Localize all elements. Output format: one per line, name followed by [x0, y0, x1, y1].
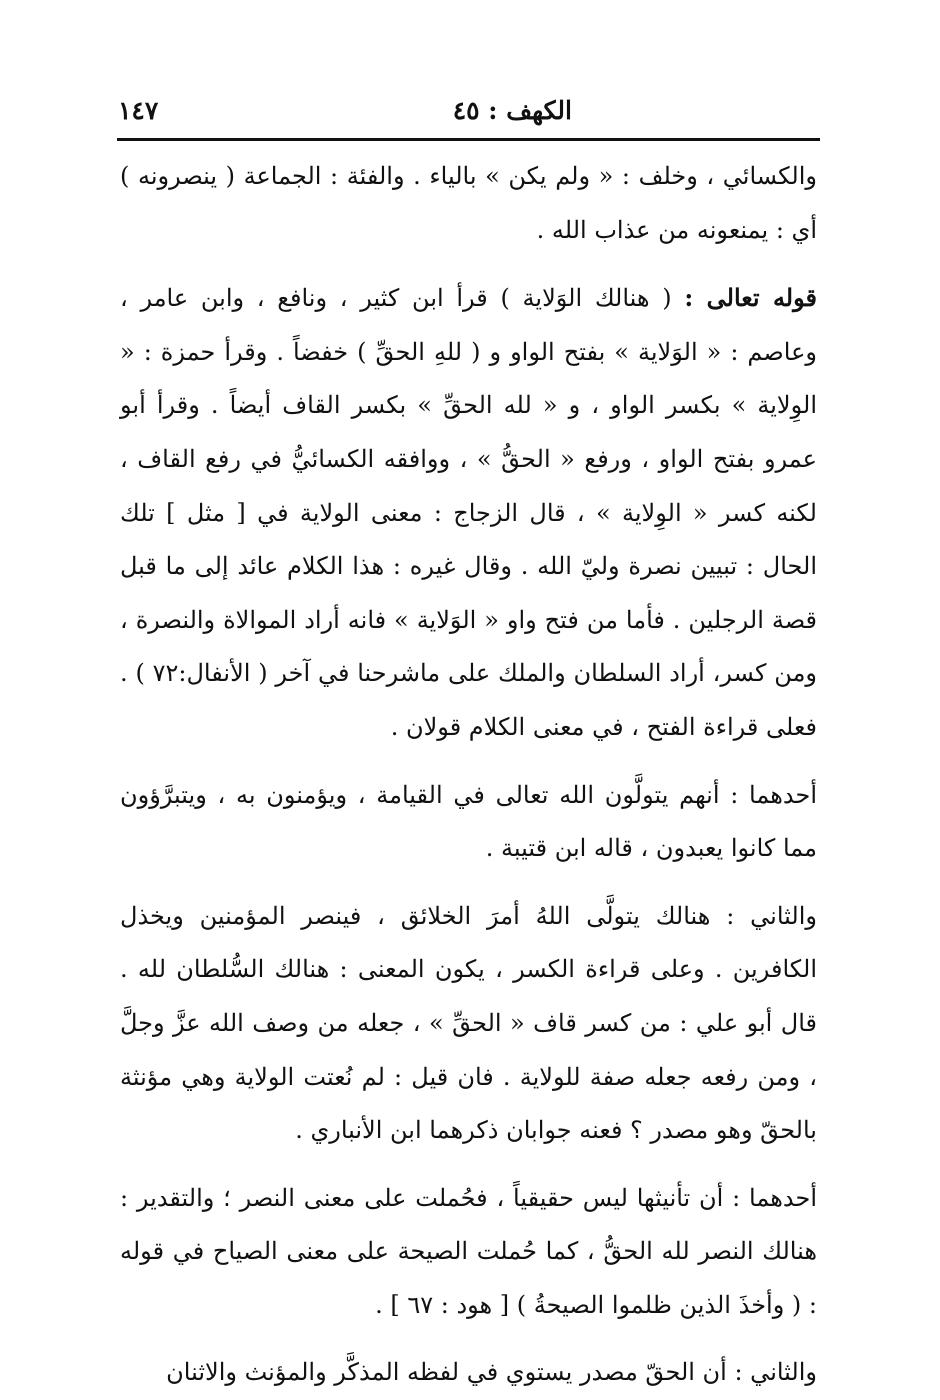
header-rule	[117, 138, 820, 141]
paragraph-text: والكسائي ، وخلف : « ولم يكن » بالياء . والفئة : الجماعة ( ينصرونه ) أي : يمنعونه من عذاب الله .	[120, 162, 817, 244]
paragraph-text: ( هنالك الوَلاية ) قرأ ابن كثير ، ونافع ، وابن عامر ، وعاصم : « الوَلاية » بفتح الواو و ( للهِ الحقِّ ) خفضاً . وقرأ حمزة : « الوِلاية » بكسر الواو ، و « لله الحقِّ » بكسر القاف أيضاً . وقرأ أبو عمرو بفتح الواو ، ورفع « الحقُّ » ، ووافقه الكسائيُّ في رفع القاف ، لكنه كسر « الوِلاية » ، قال الزجاج : معنى الولاية في [ مثل ] تلك الحال : تبيين نصرة وليّ الله . وقال غيره : هذا الكلام عائد إلى ما قبل قصة الرجلين . فأما من فتح واو « الوَلاية » فانه أراد الموالاة والنصرة ، ومن كسر، أراد السلطان والملك على ماشرحنا في آخر ( الأنفال:٧٢ ) . فعلى قراءة الفتح ، في معنى الكلام قولان .	[120, 284, 818, 741]
paragraph-3	[120, 769, 817, 876]
paragraph-text: والثاني : هنالك يتولَّى اللهُ أمرَ الخلائق ، فينصر المؤمنين ويخذل الكافرين . وعلى قراءة الكسر ، يكون المعنى : هنالك السُّلطان لله . قال أبو علي : من كسر قاف « الحقِّ » ، جعله من وصف الله عزَّ وجلَّ ، ومن رفعه جعله صفة للولاية . فان قيل : لم نُعتت الولاية وهي مؤنثة بالحقّ وهو مصدر ؟ فعنه جوابان ذكرهما ابن الأنباري .	[120, 901, 817, 1145]
paragraph-4	[120, 890, 817, 1158]
paragraph-text: أحدهما : أنهم يتولَّون الله تعالى في القيامة ، ويؤمنون به ، ويتبرَّؤون مما كانوا يعبدون ، قاله ابن قتيبة .	[120, 780, 817, 863]
paragraph-5	[120, 1172, 817, 1333]
paragraph-1	[120, 150, 817, 257]
paragraph-text: أحدهما : أن تأنيثها ليس حقيقياً ، فحُملت على معنى النصر ؛ والتقدير : هنالك النصر لله الحقُّ ، كما حُملت الصيحة على معنى الصياح في قوله : ( وأخذَ الذين ظلموا الصيحةُ ) [ هود : ٦٧ ] .	[120, 1183, 818, 1319]
paragraph-2	[120, 271, 817, 754]
body-text	[120, 150, 817, 1400]
running-header	[118, 96, 810, 132]
header-title: الكهف : ٤٥	[452, 96, 572, 125]
paragraph-lead: قوله تعالى :	[684, 283, 817, 313]
paragraph-text: والثاني : أن الحقّ مصدر يستوي في لفظه المذكَّر والمؤنث والاثنان	[166, 1358, 817, 1387]
page-number: ١٤٧	[118, 96, 159, 125]
paragraph-6	[120, 1346, 817, 1400]
